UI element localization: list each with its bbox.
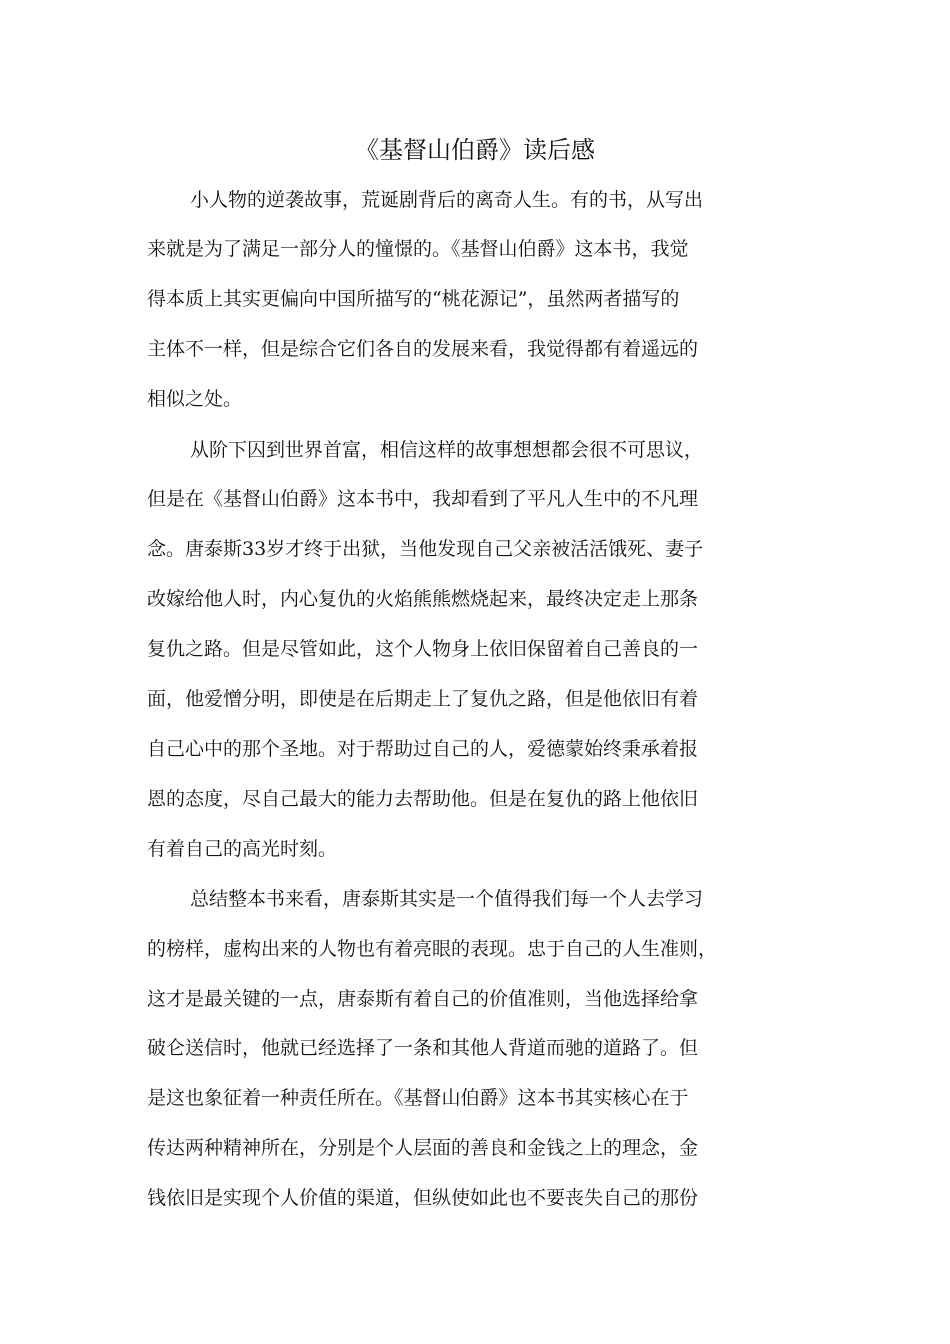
text-line: 钱依旧是实现个人价值的渠道，但纵使如此也不要丧失自己的那份: [147, 1187, 699, 1209]
text-line: 这才是最关键的一点，唐泰斯有着自己的价值准则，当他选择给拿: [147, 988, 699, 1010]
text-line: 传达两种精神所在，分别是个人层面的善良和金钱之上的理念，金: [147, 1137, 699, 1159]
text-line: 但是在《基督山伯爵》这本书中，我却看到了平凡人生中的不凡理: [147, 488, 699, 510]
text-line: 自己心中的那个圣地。对于帮助过自己的人，爱德蒙始终秉承着报: [147, 738, 699, 760]
text-line: 从阶下囚到世界首富，相信这样的故事想想都会很不可思议，: [190, 439, 704, 461]
text-line: 面，他爱憎分明，即使是在后期走上了复仇之路，但是他依旧有着: [147, 688, 699, 710]
text-line: 念。唐泰斯33岁才终于出狱，当他发现自己父亲被活活饿死、妻子: [147, 538, 704, 560]
text-line: 破仑送信时，他就已经选择了一条和其他人背道而驰的道路了。但: [147, 1037, 699, 1059]
text-line: 相似之处。: [147, 388, 243, 410]
text-line: 小人物的逆袭故事，荒诞剧背后的离奇人生。有的书，从写出: [190, 189, 704, 211]
text-line: 主体不一样，但是综合它们各自的发展来看，我觉得都有着遥远的: [147, 338, 699, 360]
text-line: 改嫁给他人时，内心复仇的火焰熊熊燃烧起来，最终决定走上那条: [147, 588, 699, 610]
text-line: 得本质上其实更偏向中国所描写的“桃花源记”，虽然两者描写的: [147, 288, 680, 310]
text-line: 的榜样，虚构出来的人物也有着亮眼的表现。忠于自己的人生准则，: [147, 938, 718, 960]
text-line: 有着自己的高光时刻。: [147, 838, 338, 860]
text-line: 恩的态度，尽自己最大的能力去帮助他。但是在复仇的路上他依旧: [147, 788, 699, 810]
document-title: 《基督山伯爵》读后感: [355, 136, 595, 164]
text-line: 总结整本书来看，唐泰斯其实是一个值得我们每一个人去学习: [190, 888, 704, 910]
text-line: 来就是为了满足一部分人的憧憬的。《基督山伯爵》这本书，我觉: [147, 238, 689, 260]
text-line: 是这也象征着一种责任所在。《基督山伯爵》这本书其实核心在于: [147, 1087, 689, 1109]
text-line: 复仇之路。但是尽管如此，这个人物身上依旧保留着自己善良的一: [147, 638, 699, 660]
